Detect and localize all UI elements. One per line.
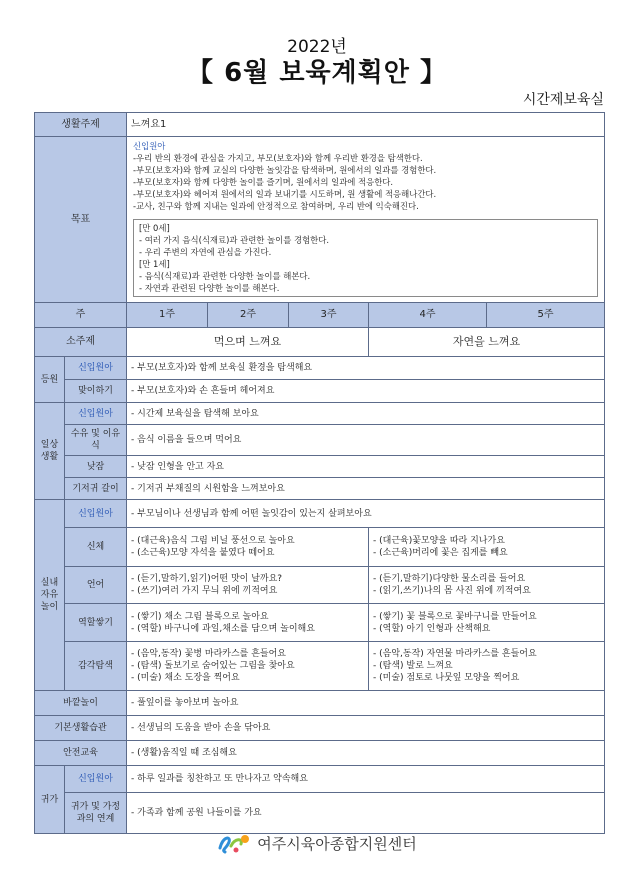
- age-goals-box: [133, 219, 598, 297]
- goal-line: -부모(보호자)와 헤어져 원에서의 일과 보내기를 시도하며, 원 생활에 적응해나간다.: [133, 189, 437, 199]
- arrival-greet-label: 맞이하기: [65, 380, 127, 403]
- subtheme-b: 자연을 느껴요: [369, 328, 605, 357]
- goal-line: -교사, 친구와 함께 지내는 일과에 안정적으로 참여하며, 우리 반에 익숙해진다.: [133, 201, 419, 211]
- freeplay-language-right: - (듣기,말하기)다양한 물소리를 들어요: [373, 574, 526, 584]
- freeplay-group: 실내 자유 놀이: [35, 500, 65, 691]
- diaper-value: - 기저귀 부채질의 시원함을 느껴보아요: [127, 478, 605, 500]
- freeplay-physical-right: - (소근육)머리에 꽃은 집게를 빼요: [373, 548, 508, 558]
- freeplay-role-right: - (쌓기) 꽃 블록으로 꽃바구니를 만들어요: [373, 611, 537, 622]
- plan-year: 2022년: [287, 37, 347, 57]
- freeplay-physical-left: - (소근육)모양 자석을 붙였다 떼어요: [131, 548, 275, 558]
- diaper-label: 기저귀 갈이: [65, 478, 127, 500]
- age0-line: - 우리 주변의 자연에 관심을 가진다.: [139, 247, 272, 257]
- subtheme-label: 소주제: [35, 328, 127, 357]
- theme-value: 느껴요1: [127, 113, 605, 137]
- freeplay-language-left: - (듣기,말하기,읽기)어떤 맛이 날까요?: [131, 574, 283, 584]
- arrival-group: 등원: [35, 357, 65, 403]
- age0-line: - 여러 가지 음식(식재료)과 관련한 놀이를 경험한다.: [139, 235, 330, 245]
- weeks-label: 주: [35, 303, 127, 328]
- freeplay-sensory-left: - (탐색) 돌보기로 숨어있는 그림을 찾아요: [131, 661, 295, 671]
- arrival-greet: - 부모(보호자)와 손 흔들며 헤어져요: [127, 380, 605, 403]
- theme-label: 생활주제: [35, 113, 127, 137]
- freeplay-physical-right: - (대근육)꽃모양을 따라 지나가요: [373, 536, 505, 546]
- plan-table: [34, 112, 605, 834]
- feeding-value: - 음식 이름을 들으며 먹어요: [127, 425, 605, 456]
- feeding-label: 수유 및 이유식: [65, 425, 127, 456]
- freeplay-sensory-label: 감각탐색: [65, 642, 127, 691]
- daily-group: 일상 생활: [35, 403, 65, 500]
- freeplay-role-right: - (역할) 아기 인형과 산책해요: [373, 623, 491, 634]
- week-2: 2주: [208, 303, 289, 328]
- age1-line: - 음식(식재료)과 관련한 다양한 놀이를 해본다.: [139, 271, 311, 281]
- center-name: 시간제보육실: [522, 92, 604, 108]
- homegoing-newcomer-label: 신입원아: [65, 766, 127, 793]
- age1-title: [만 1세]: [139, 259, 170, 269]
- arrival-newcomer-label: 신입원아: [65, 357, 127, 380]
- goal-line: -부모(보호자)와 함께 교실의 다양한 놀잇감을 탐색하며, 원에서의 일과를 경험한다.: [133, 165, 437, 175]
- homegoing-newcomer: - 하루 일과를 칭찬하고 또 만나자고 약속해요: [127, 766, 605, 793]
- subtheme-a: 먹으며 느껴요: [127, 328, 369, 357]
- goals-content: [127, 137, 605, 303]
- nap-label: 낮잠: [65, 456, 127, 478]
- freeplay-role-left: - (역할) 바구니에 과일,채소를 담으며 놀이해요: [131, 623, 315, 634]
- freeplay-sensory-right: - (음악,동작) 자연물 마라카스를 흔들어요: [373, 649, 537, 659]
- basic-habit-value: - 선생님의 도움을 받아 손을 닦아요: [127, 716, 605, 741]
- page-title: 【 6월 보육계획안 】: [187, 58, 447, 88]
- week-4: 4주: [369, 303, 487, 328]
- freeplay-role-label: 역할쌓기: [65, 604, 127, 642]
- safety-value: - (생활)움직일 때 조심해요: [127, 741, 605, 766]
- arrival-newcomer: - 부모(보호자)와 함께 보육실 환경을 탐색해요: [127, 357, 605, 380]
- freeplay-physical-left: - (대근육)음식 그림 비닐 풍선으로 놀아요: [131, 536, 295, 546]
- freeplay-language-label: 언어: [65, 567, 127, 604]
- freeplay-newcomer-label: 신입원아: [65, 500, 127, 528]
- basic-habit-label: 기본생활습관: [35, 716, 127, 741]
- outdoor-label: 바깥놀이: [35, 691, 127, 716]
- homegoing-link: - 가족과 함께 공원 나들이를 가요: [127, 793, 605, 834]
- age1-line: - 자연과 관련된 다양한 놀이를 해본다.: [139, 283, 280, 293]
- goal-line: -우리 반의 환경에 관심을 가지고, 부모(보호자)와 함께 우리반 환경을 탐색한다.: [133, 153, 423, 163]
- freeplay-sensory-right: - (미술) 점토로 나뭇잎 모양을 찍어요: [373, 673, 520, 683]
- age0-title: [만 0세]: [139, 223, 170, 233]
- nap-value: - 낮잠 인형을 안고 자요: [127, 456, 605, 478]
- week-5: 5주: [487, 303, 605, 328]
- freeplay-sensory-right: - (탐색) 발로 느껴요: [373, 661, 453, 671]
- goals-label: 목표: [35, 137, 127, 303]
- homegoing-link-label: 귀가 및 가정과의 연계: [65, 793, 127, 834]
- week-1: 1주: [127, 303, 208, 328]
- freeplay-language-left: - (쓰기)여러 가지 무늬 위에 끼적여요: [131, 586, 278, 596]
- freeplay-role-left: - (쌓기) 채소 그림 블록으로 놀아요: [131, 611, 269, 622]
- freeplay-physical-label: 신체: [65, 528, 127, 567]
- goal-line: -부모(보호자)와 함께 다양한 놀이를 즐기며, 원에서의 일과에 적응한다.: [133, 177, 394, 187]
- daily-newcomer-label: 신입원아: [65, 403, 127, 425]
- week-3: 3주: [289, 303, 369, 328]
- goals-newcomer-title: 신입원아: [133, 141, 166, 151]
- freeplay-sensory-left: - (미술) 채소 도장을 찍어요: [131, 673, 240, 683]
- outdoor-value: - 풀잎이를 놓아보며 놀아요: [127, 691, 605, 716]
- safety-label: 안전교육: [35, 741, 127, 766]
- freeplay-sensory-left: - (음악,동작) 꽃병 마라카스를 흔들어요: [131, 649, 287, 659]
- homegoing-group: 귀가: [35, 766, 65, 834]
- freeplay-language-right: - (읽기,쓰기)나의 몸 사진 위에 끼적여요: [373, 586, 531, 596]
- freeplay-newcomer: - 부모님이나 선생님과 함께 어떤 놀잇감이 있는지 살펴보아요: [127, 500, 605, 528]
- footer-org-name: 여주시육아종합지원센터: [257, 834, 417, 853]
- center-logo-icon: [217, 832, 251, 854]
- footer: [0, 832, 634, 858]
- daily-newcomer: - 시간제 보육실을 탐색해 보아요: [127, 403, 605, 425]
